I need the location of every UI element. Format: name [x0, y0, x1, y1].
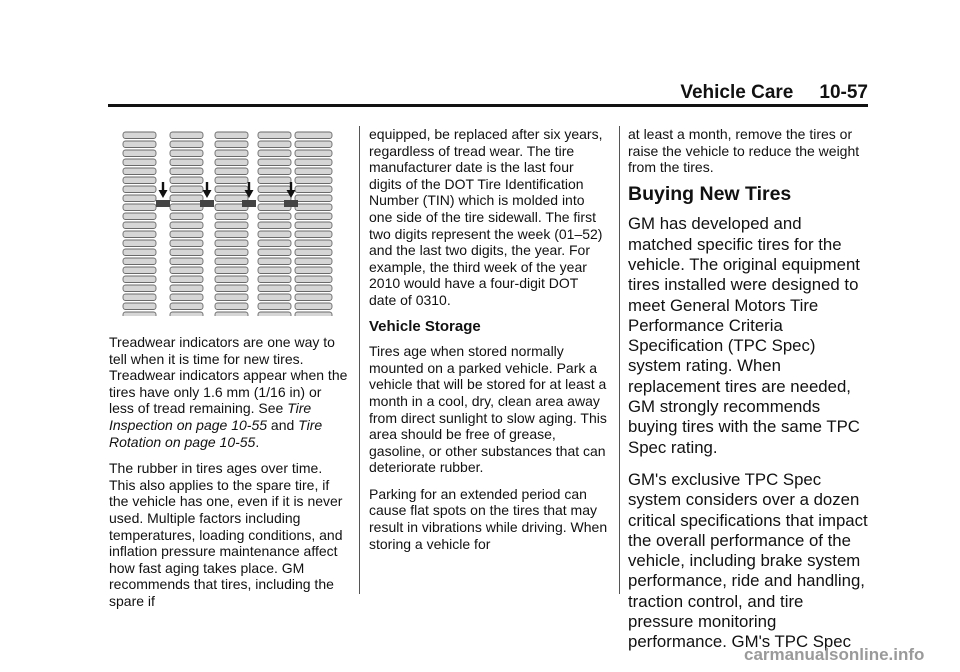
storage-continued-paragraph: at least a month, remove the tires or raise the vehicle to reduce the weight from the tires.: [628, 126, 860, 176]
flat-spots-paragraph: Parking for an extended period can cause flat spots on the tires that may result in vibrations while driving. When storing a vehicle for: [369, 485, 608, 552]
buying-new-tires-heading: Buying New Tires: [628, 182, 792, 205]
tpc-spec-paragraph: GM has developed and matched specific tires for the vehicle. The original equipment tires installed were designed to meet General Motors Tire Performance Criteria Specification (TPC Spec) system rating. When replacement tires are needed, GM strongly recommends buying tires with the same TPC Spec rating.: [628, 214, 860, 457]
tire-aging-paragraph: The rubber in tires ages over time. This also applies to the spare tire, if the vehicle has one, even if it is never used. Multiple factors including temperatures, loading conditions, and inflation pressure maintenance affect how fast aging takes place. GM recommends that tires, including the spare if: [109, 460, 343, 609]
column-divider-2: [619, 126, 620, 594]
vehicle-storage-heading: Vehicle Storage: [369, 317, 481, 335]
column-3: [628, 126, 868, 665]
page-header: [620, 82, 868, 106]
page-number: 10-57: [819, 82, 868, 103]
treadwear-paragraph: Treadwear indicators are one way to tell when it is time for new tires. Treadwear indicators appear when the tires have only 1.6 mm (1/16 in) or less of tread remaining. See Tire Inspection on page 10-55 and Tire Rotation on page 10-55.: [109, 334, 348, 450]
column-1: [109, 126, 349, 620]
column-divider-1: [359, 126, 360, 594]
tire-tread-pattern: [123, 132, 332, 316]
column-2: [369, 126, 609, 562]
tpc-system-paragraph: GM's exclusive TPC Spec system considers over a dozen critical specifications that impact the overall performance of the vehicle, including brake system performance, ride and handling, traction control, and tire pressure monitoring performance. GM's TPC Spec: [628, 469, 868, 652]
tire-inspection-link[interactable]: Tire Inspection on page 10-55: [109, 400, 312, 433]
storage-paragraph: Tires age when stored normally mounted on a parked vehicle. Park a vehicle that will be stored for at least a month in a cool, dry, clean area away from direct sunlight to slow aging. This area should be free of grease, gasoline, or other substances that can deteriorate rubber.: [369, 343, 607, 476]
watermark: carmanualsonline.info: [744, 645, 925, 664]
buying-tires-body: [628, 214, 868, 652]
treadwear-indicator-figure: [119, 130, 341, 316]
replacement-paragraph: equipped, be replaced after six years, regardless of tread wear. The tire manufacturer date is the last four digits of the DOT Tire Identification Number (TIN) which is molded into one side of the tire sidewall. The first two digits represent the week (01–52) and the last two digits, the year. For example, the third week of the year 2010 would have a four-digit DOT date of 0310.: [369, 126, 603, 308]
section-title: Vehicle Care: [680, 82, 794, 103]
tire-rotation-link[interactable]: Tire Rotation on page 10-55: [109, 416, 323, 450]
header-rule: [108, 104, 868, 107]
